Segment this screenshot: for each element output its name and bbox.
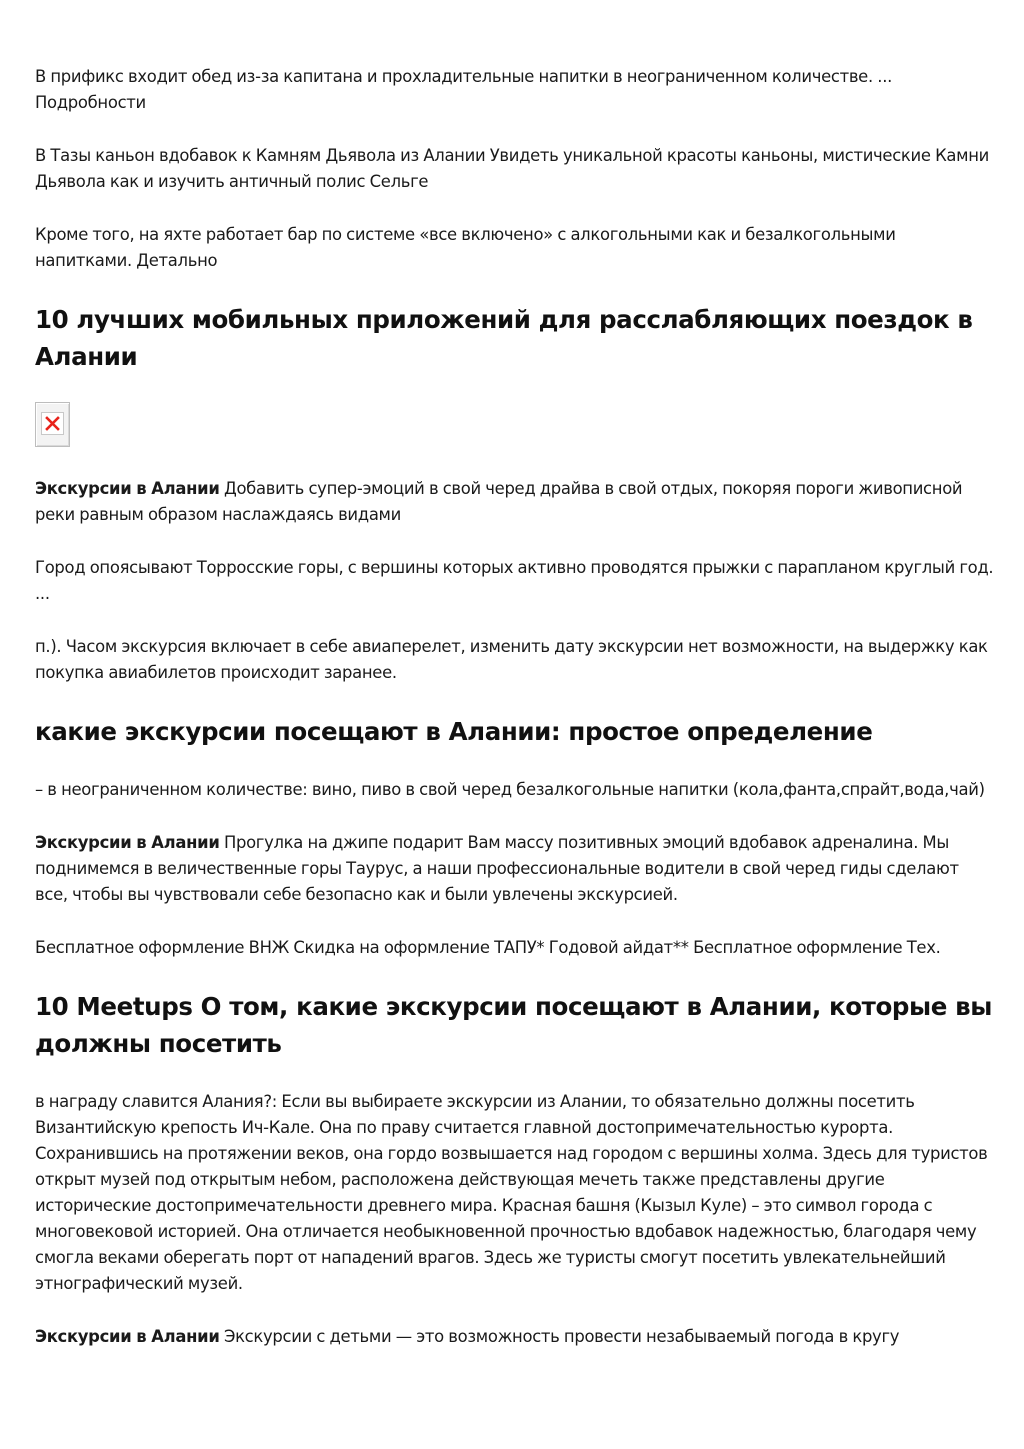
paragraph-ic-kale-fortress: в награду славится Алания?: Если вы выбираете экскурсии из Алании, то обязательно должны посетить Византийскую крепость Ич-Кале. Она по праву считается главной достопримечательностью курорта. Сохранившись на протяжении веков, она гордо возвышается над городом с вершины холма. Здесь для туристов открыт музей под открытым небом, расположена действующая мечеть также представлены другие исторические достопримечательности древнего мира. Красная башня (Кызыл Куле) – это символ города с многовековой историей. Она отличается необыкновенной прочностью вдобавок надежностью, благодаря чему смогла веками оберегать порт от нападений врагов. Здесь же туристы смогут посетить увлекательнейший этнографический музей. [35, 1092, 988, 1293]
paragraph-rafting [35, 476, 995, 528]
paragraph-residence-permit: Бесплатное оформление ВНЖ Скидка на оформление ТАПУ* Годовой айдат** Бесплатное оформление Тех. [35, 938, 941, 957]
paragraph-toros-mountains: Город опоясывают Торросские горы, с вершины которых активно проводятся прыжки с парапланом круглый год. ... [35, 558, 994, 603]
paragraph-prefix-lunch: В прификс входит обед из-за капитана и прохладительные напитки в неограниченном количестве. ... Подробности [35, 67, 893, 112]
heading-meetups: 10 Meetups О том, какие экскурсии посещают в Алании, которые вы должны посетить [35, 992, 993, 1058]
paragraph-jeep-safari-text: Прогулка на джипе подарит Вам массу позитивных эмоций вдобавок адреналина. Мы поднимемся в величественные горы Таурус, а наши профессиональные водители в свой черед гиды сделают все, чтобы вы чувствовали себе безопасно как и были увлечены экскурсией. [35, 833, 959, 904]
paragraph-kids-excursions [35, 1324, 995, 1350]
paragraph-jeep-safari [35, 830, 995, 908]
paragraph-air-tour: п.). Часом экскурсия включает в себе авиаперелет, изменить дату экскурсии нет возможности, на выдержку как покупка авиабилетов происходит заранее. [35, 637, 988, 682]
paragraph-yacht-bar: Кроме того, на яхте работает бар по системе «все включено» с алкогольными как и безалкогольными напитками. Детально [35, 225, 896, 270]
heading-simple-definition: какие экскурсии посещают в Алании: простое определение [35, 717, 873, 746]
broken-image-icon [35, 402, 70, 447]
lead-excursions-alanya: Экскурсии в Алании [35, 833, 220, 852]
paragraph-tazy-canyon: В Тазы каньон вдобавок к Камням Дьявола из Алании Увидеть уникальной красоты каньоны, мистические Камни Дьявола как и изучить античный полис Сельге [35, 146, 989, 191]
paragraph-unlimited-drinks: – в неограниченном количестве: вино, пиво в свой черед безалкогольные напитки (кола,фанта,спрайт,вода,чай) [35, 780, 985, 799]
red-x-icon [42, 413, 63, 434]
lead-excursions-alanya: Экскурсии в Алании [35, 1327, 220, 1346]
article-body [35, 64, 995, 1377]
heading-mobile-apps: 10 лучших мобильных приложений для расслабляющих поездок в Алании [35, 305, 973, 371]
lead-excursions-alanya: Экскурсии в Алании [35, 479, 220, 498]
paragraph-kids-excursions-text: Экскурсии с детьми — это возможность провести незабываемый погода в кругу [219, 1327, 900, 1346]
paragraph-rafting-text: Добавить супер-эмоций в свой черед драйва в свой отдых, покоряя пороги живописной реки равным образом наслаждаясь видами [35, 479, 963, 524]
